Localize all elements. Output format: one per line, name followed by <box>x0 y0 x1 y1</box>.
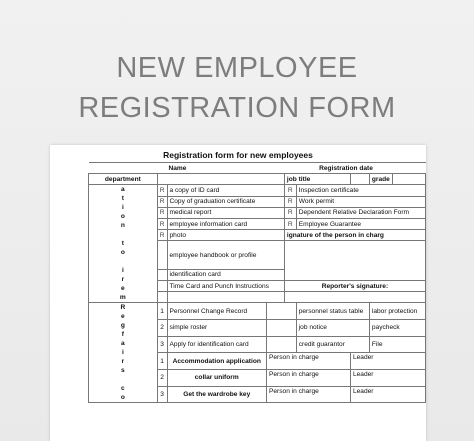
affairs-person-in-charge-2: Person in charge <box>266 370 350 387</box>
affairs-leader-1: Leader <box>350 353 425 370</box>
job-title-label: job title <box>284 174 350 185</box>
personnel-num-2: 2 <box>157 320 167 337</box>
grade-label: grade <box>369 174 392 185</box>
labor-protection: labor protection <box>369 303 425 320</box>
registration-form-sheet <box>50 145 426 441</box>
doc-employee-guarantee: Employee Guarantee <box>296 218 425 229</box>
job-notice: job notice <box>296 320 369 337</box>
doc-work-permit: Work permit <box>296 196 425 207</box>
department-row <box>89 174 426 185</box>
banner-title-line1: NEW EMPLOYEE <box>116 52 358 84</box>
affairs-person-in-charge-3: Person in charge <box>266 386 350 403</box>
simple-roster: simple roster <box>167 320 266 337</box>
signature-person-in-charge: ignature of the person in charg <box>284 230 425 241</box>
doc-graduation-certificate: Copy of graduation certificate <box>167 196 284 207</box>
checkbox-work-permit[interactable]: R <box>284 196 296 207</box>
personnel-num-1: 1 <box>157 303 167 320</box>
job-title-value[interactable] <box>350 174 369 185</box>
registration-form-table <box>88 162 426 403</box>
handover-employee-handbook: employee handbook or profile <box>167 241 284 270</box>
personnel-status-table: personnel status table <box>296 303 369 320</box>
handover-time-card: Time Card and Punch Instructions <box>167 281 284 292</box>
apply-identification-card: Apply for identification card <box>167 336 266 353</box>
personnel-check-2a[interactable] <box>266 320 296 337</box>
name-label: Name <box>89 163 267 174</box>
checkbox-medical-report[interactable]: R <box>157 207 167 218</box>
checkbox-graduation-certificate[interactable]: R <box>157 196 167 207</box>
banner-title-line2: REGISTRATION FORM <box>78 92 396 124</box>
affairs-num-3: 3 <box>157 386 167 403</box>
personnel-check-1a[interactable] <box>266 303 296 320</box>
vertical-label-section-1: a t i o n t o i r e m <box>89 185 158 303</box>
checkbox-id-card[interactable]: R <box>157 185 167 196</box>
name-row <box>89 163 426 174</box>
reporter-signature-label: Reporter's signature: <box>284 281 425 292</box>
handover-notes-area[interactable] <box>284 241 425 281</box>
personnel-num-3: 3 <box>157 336 167 353</box>
doc-employee-info-card: employee information card <box>167 218 284 229</box>
affairs-leader-2: Leader <box>350 370 425 387</box>
affairs-person-in-charge-1: Person in charge <box>266 353 350 370</box>
checkbox-dependent-declaration[interactable]: R <box>284 207 296 218</box>
checkbox-employee-info-card[interactable]: R <box>157 218 167 229</box>
checkbox-employee-guarantee[interactable]: R <box>284 218 296 229</box>
affairs-leader-3: Leader <box>350 386 425 403</box>
handover-mark-1 <box>157 241 167 270</box>
department-value[interactable] <box>157 174 284 185</box>
doc-dependent-declaration: Dependent Relative Declaration Form <box>296 207 425 218</box>
accommodation-application: Accommodation application <box>167 353 266 370</box>
checkbox-photo[interactable]: R <box>157 230 167 241</box>
personnel-row-1 <box>89 303 426 320</box>
doc-id-card: a copy of ID card <box>167 185 284 196</box>
reporter-signature-field[interactable] <box>284 292 425 303</box>
vertical-label-section-2: R e g f a i r s c o <box>89 303 158 403</box>
affairs-num-2: 2 <box>157 370 167 387</box>
doc-inspection-certificate: Inspection certificate <box>296 185 425 196</box>
credit-guarantor: credit guarantor <box>296 336 369 353</box>
handover-identification-card: identification card <box>167 269 284 280</box>
grade-value[interactable] <box>392 174 425 185</box>
personnel-change-record: Personnel Change Record <box>167 303 266 320</box>
paycheck: paycheck <box>369 320 425 337</box>
document-row-1 <box>89 185 426 196</box>
doc-medical-report: medical report <box>167 207 284 218</box>
spacer-cell-a <box>157 292 167 303</box>
file-item: File <box>369 336 425 353</box>
wardrobe-key: Get the wardrobe key <box>167 386 266 403</box>
handover-mark-3 <box>157 281 167 292</box>
registration-date-label: Registration date <box>266 163 425 174</box>
personnel-check-3a[interactable] <box>266 336 296 353</box>
handover-mark-2 <box>157 269 167 280</box>
spacer-cell-b <box>167 292 284 303</box>
checkbox-inspection-certificate[interactable]: R <box>284 185 296 196</box>
doc-photo: photo <box>167 230 284 241</box>
form-title: Registration form for new employees <box>163 150 313 160</box>
affairs-num-1: 1 <box>157 353 167 370</box>
department-label: department <box>89 174 158 185</box>
collar-uniform: collar uniform <box>167 370 266 387</box>
